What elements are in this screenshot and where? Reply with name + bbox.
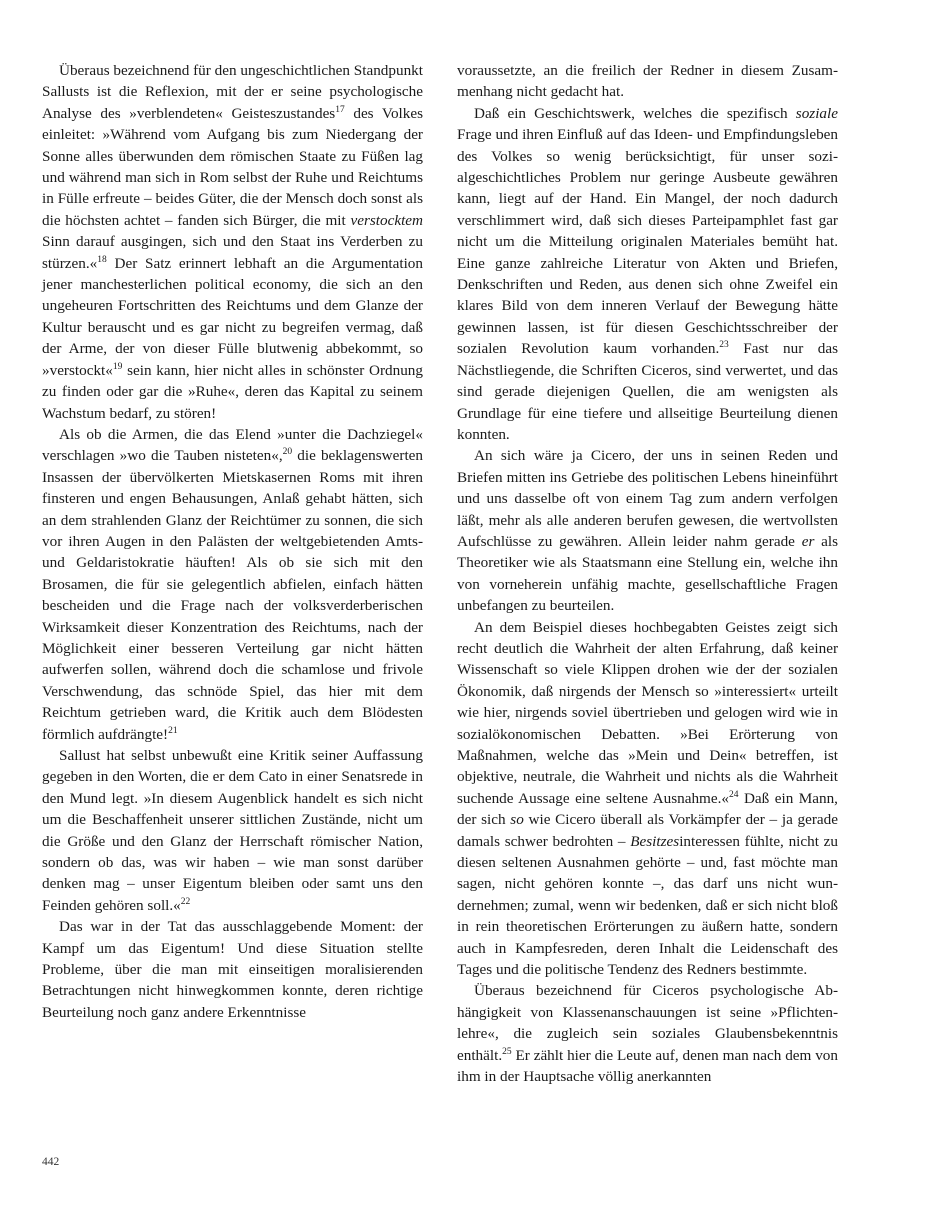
- footnote-ref: 21: [168, 725, 178, 736]
- emphasis: verstocktem: [350, 211, 423, 229]
- emphasis: so: [510, 811, 524, 829]
- text-run: Als ob die Armen, die das Elend »unter die Dachziegel« verschlagen »wo die Tauben nisteten«,: [42, 425, 423, 465]
- paragraph: [42, 424, 423, 745]
- footnote-ref: 20: [282, 447, 293, 458]
- text-run: An dem Beispiel dieses hochbegabten Geistes zeigt sich recht deutlich die Wahrheit der alten Erfahrung, daß keiner Wissenschaft so viele Klippen drohen wie der der sozialen Ökonomik, daß nirgends der Mensch so »interessiert« urteilt wie hier, nirgends soviel übertrieben und gelogen wird wie in sozialökonomischen Debatten. »Bei Erörterung von Maßnahmen, welche das »Mein und Dein« betreffen, ist objektive, neutrale, die Wahrheit und nichts als die Wahrheit suchende Aussage eine seltene Ausnahme.«: [457, 618, 838, 807]
- text-run: An sich wäre ja Cicero, der uns in seinen Reden und Briefen mitten ins Getriebe des politischen Lebens hineinführt und uns dasselbe oft von einem Tag zum andern verfolgen läßt, mehr als alle anderen berufen gewesen, die wertvollsten Aufschlüsse zu gewähren. Allein leider nahm gerade: [457, 447, 838, 550]
- paragraph: [457, 980, 838, 1087]
- paragraph: [42, 745, 423, 916]
- text-run: Das war in der Tat das ausschlaggebende Moment: der Kampf um das Eigentum! Und diese Situation stellte Probleme, über die man mit einseitigen moralisierenden Betrachtungen nicht hinwegkommen konnte, deren richtige Beurteilung noch ganz andere Erkenntnisse: [42, 918, 423, 1021]
- footnote-ref: 24: [728, 789, 739, 800]
- text-run: sein kann, hier nicht alles in schönster Ordnung zu finden oder gar die »Ruhe«, deren das Kapital zu seinem Wachstum bedarf, zu stören!: [42, 361, 423, 422]
- text-run: Überaus bezeichnend für Ciceros psychologische Abhängigkeit von Klassenanschauungen ist seine »Pflichtenlehre«, die zugleich sein soziales Glaubensbekenntnis enthält.: [457, 982, 838, 1064]
- page-number: 442: [42, 1156, 60, 1168]
- footnote-ref: 25: [502, 1046, 512, 1057]
- text-run: wie Cicero überall als Vorkämpfer der – ja gerade damals schwer bedrohten –: [457, 811, 838, 850]
- text-run: interessen fühlte, nicht zu diesen seltenen Ausnahmen gehörte – und, fast möchte man sagen, nicht gehören konnte –, das darf uns nicht wundernehmen; zumal, wenn wir bedenken, daß er sich nicht bloß in rein theoretischen Erörterungen zu äußern hatte, sondern auch in Kampfesreden, deren Inhalt die Leidenschaft des Tages und die politische Tendenz des Redners bestimmte.: [457, 832, 839, 979]
- footnote-ref: 23: [719, 340, 729, 351]
- text-run: Der Satz erinnert lebhaft an die Argumentation jener manchesterlichen political economy, die sich an den ungeheuren Fortschritten des Reichtums und dem Glanze der Kultur berauscht und es gar nicht zu begreifen vermag, daß der Arme, der von dieser Fülle blutwenig abbekommt, so »verstockt«: [42, 254, 423, 379]
- text-run: Daß ein Geschichtswerk, welches die spezifisch: [474, 104, 796, 122]
- paragraph: [457, 60, 838, 103]
- text-run: Daß ein Mann, der sich: [457, 789, 838, 829]
- text-run: Er zählt hier die Leute auf, denen man nach dem von ihm in der Hauptsache völlig anerkannten: [457, 1046, 838, 1086]
- emphasis: Besitzes: [630, 832, 680, 850]
- text-run: die beklagenswerten Insassen der übervölkerten Mietskasernen Roms mit ihren finsteren und engen Behausungen, Anlaß gehabt hätten, sich an dem strahlenden Glanz der Reichtümer zu sonnen, die sich vor ihren Augen in den Palästen der weltgebietenden Amts- und Geldaristokratie häuften! Als ob sie sich mit den Brosamen, die für sie gelegentlich abfielen, einfach hätten bescheiden und die Frage nach der volksverderberischen Wirksamkeit dieser Konzentration des Reichtums, nach der Möglichkeit einer besseren Verteilung gar nicht hätten aufwerfen sollen, während doch die schamlose und frivole Verschwendung, das schnöde Spiel, das hier mit dem Reichtum getrieben ward, die Kritik auch dem Blödesten förmlich aufdrängte!: [42, 447, 423, 743]
- text-run: als Theoretiker wie als Staatsmann eine Stellung ein, welche ihn von vorneherein unfähig machte, gesellschaftliche Fragen unbefangen zu beurteilen.: [457, 532, 838, 615]
- paragraph: [42, 60, 423, 424]
- left-text-column: [42, 60, 423, 1023]
- paragraph: [457, 617, 838, 981]
- text-run: Sinn darauf ausgingen, sich und den Staat ins Verderben zu stürzen.«: [42, 233, 423, 272]
- text-run: des Volkes einleitet: »Während vom Aufgang bis zum Niedergang der Sonne alles überwunden dem römischen Staate zu Füßen lag und während man sich in Rom selbst der Ruhe und Reichtums in Fülle erfreute – beides Güter, die der Mensch doch sonst als die höchsten achtet – fanden sich Bürger, die mit: [42, 104, 423, 229]
- text-run: voraussetzte, an die freilich der Redner in diesem Zusammenhang nicht gedacht hat.: [457, 62, 838, 101]
- paragraph: [457, 103, 838, 446]
- emphasis: soziale: [795, 104, 838, 122]
- text-run: Überaus bezeichnend für den ungeschichtlichen Standpunkt Sallusts ist die Reflexion, mit der er seine psychologische Analyse des »verblendeten« Geisteszustandes: [42, 62, 423, 122]
- text-run: Sallust hat selbst unbewußt eine Kritik seiner Auffassung gegeben in den Worten, die er dem Cato in einer Senatsrede in den Mund legt. »In diesem Augenblick handelt es sich nicht um die Beschaffenheit unserer sittlichen Zustände, nicht um die Größe und den Glanz der Herrschaft römischer Nation, sondern ob das, was wir haben – wie man sonst darüber denken mag – unser Eigentum bleiben oder samt uns den Feinden gehören soll.«: [42, 747, 423, 914]
- emphasis: er: [801, 532, 815, 550]
- text-run: Frage und ihren Einfluß auf das Ideen- und Empfindungsleben des Volkes so wenig berücksichtigt, für unser sozialgeschichtliches Problem nur geringe Ausbeute gewähren kann, liegt auf der Hand. Ein Mangel, der noch dadurch verschlimmert wird, daß sich dieses Parteipamphlet fast gar nicht um die Mitteilung originalen Materiales bemüht hat. Eine ganze zahlreiche Literatur von Akten und Briefen, Denkschriften und Reden, aus denen sich ohne Zweifel ein klares Bild von dem inneren Verlauf der Bewegung hätte gewinnen lassen, ist für diesen Geschichtsschreiber der sozialen Revolution kaum vorhanden.: [457, 126, 838, 358]
- text-run: Fast nur das Nächstliegende, die Schriften Ciceros, sind verwertet, und das sind gerade diejenigen Quellen, die am wenigsten als Grundlage für eine tiefere und allseitige Beurteilung dienen konnten.: [457, 340, 838, 443]
- right-text-column: [457, 60, 838, 1088]
- footnote-ref: 22: [180, 896, 191, 907]
- footnote-ref: 18: [97, 254, 107, 265]
- footnote-ref: 17: [335, 104, 345, 115]
- paragraph: [42, 916, 423, 1023]
- footnote-ref: 19: [112, 361, 123, 372]
- paragraph: [457, 445, 838, 616]
